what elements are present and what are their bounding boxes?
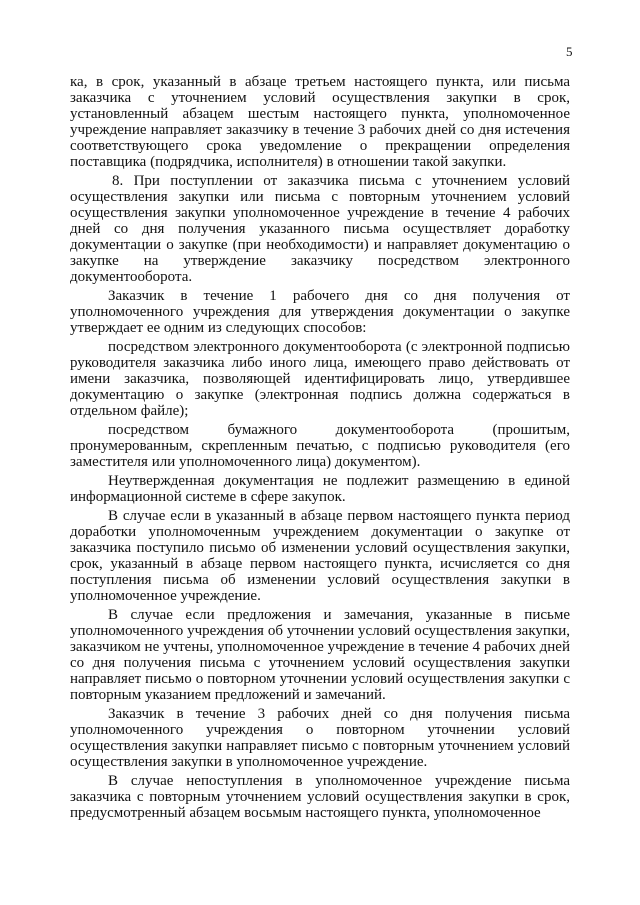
paragraph: Заказчик в течение 1 рабочего дня со дня получения от уполномоченного учреждения для утверждения документации о закупке утверждает ее одним из следующих способов: (70, 288, 570, 336)
paragraph: В случае непоступления в уполномоченное учреждение письма заказчика с повторным уточнением условий осуществления закупки в срок, предусмотренный абзацем восьмым настоящего пункта, уполномоченное (70, 773, 570, 821)
paragraph-item-8: 8. При поступлении от заказчика письма с уточнением условий осуществления закупки или письма с повторным уточнением условий осуществления закупки уполномоченное учреждение в течение 4 рабочих дней со дня получения указанного письма осуществляет доработку документации о закупке (при необходимости) и направляет документацию о закупке на утверждение заказчику посредством электронного документооборота. (70, 173, 570, 285)
paragraph: Неутвержденная документация не подлежит размещению в единой информационной системе в сфере закупок. (70, 473, 570, 505)
paragraph: В случае если предложения и замечания, указанные в письме уполномоченного учреждения об уточнении условий осуществления закупки, заказчиком не учтены, уполномоченное учреждение в течение 4 рабочих дней со дня получения письма с уточнением условий осуществления закупки направляет письмо о повторном уточнении условий осуществления закупки с повторным указанием предложений и замечаний. (70, 607, 570, 703)
paragraph: посредством электронного документооборота (с электронной подписью руководителя заказчика либо иного лица, имеющего право действовать от имени заказчика, позволяющей идентифицировать лицо, утвердившее документацию о закупке (электронная подпись должна содержаться в отдельном файле); (70, 339, 570, 419)
document-body (70, 74, 570, 824)
paragraph: посредством бумажного документооборота (прошитым, пронумерованным, скрепленным печатью, с подписью руководителя (его заместителя или уполномоченного лица) документом). (70, 422, 570, 470)
paragraph-continuation: ка, в срок, указанный в абзаце третьем настоящего пункта, или письма заказчика с уточнением условий осуществления закупки в срок, установленный абзацем шестым настоящего пункта, уполномоченное учреждение направляет заказчику в течение 3 рабочих дней со дня истечения соответствующего срока уведомление о прекращении определения поставщика (подрядчика, исполнителя) в отношении такой закупки. (70, 74, 570, 170)
paragraph: Заказчик в течение 3 рабочих дней со дня получения письма уполномоченного учреждения о повторном уточнении условий осуществления закупки направляет письмо с повторным уточнением условий осуществления закупки в уполномоченное учреждение. (70, 706, 570, 770)
page-number: 5 (566, 44, 573, 59)
paragraph: В случае если в указанный в абзаце первом настоящего пункта период доработки уполномоченным учреждением документации о закупке от заказчика поступило письмо об изменении условий осуществления закупки, срок, указанный в абзаце первом настоящего пункта, исчисляется со дня поступления письма об изменении условий осуществления закупки в уполномоченное учреждение. (70, 508, 570, 604)
